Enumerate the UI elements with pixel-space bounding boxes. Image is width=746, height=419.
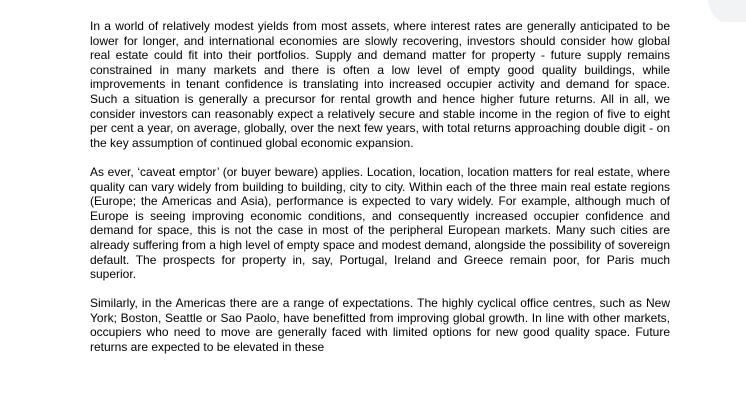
paragraph-americas: Similarly, in the Americas there are a range of expectations. The highly cyclical office centres, such as New York; Boston, Seattle or Sao Paolo, have benefitted from improving global growth. In line with other markets, occupiers who need to move are generally faced with limited options for new good quality space. Future returns are expected to be elevated in these — [90, 296, 670, 355]
paragraph-caveat-emptor: As ever, ‘caveat emptor’ (or buyer beware) applies. Location, location, location matters for real estate, where quality can vary widely from building to building, city to city. Within each of the three main real estate regions (Europe; the Americas and Asia), performance is expected to vary widely. For example, although much of Europe is seeing improving economic conditions, and consequently increased occupier confidence and demand for space, this is not the case in most of the peripheral European markets. Many such cities are already suffering from a high level of empty space and modest demand, alongside the possibility of sovereign default. The prospects for property in, say, Portugal, Ireland and Greece remain poor, for Paris much superior. — [90, 164, 670, 282]
corner-decoration — [706, 0, 746, 22]
document-body — [90, 19, 670, 369]
paragraph-global-real-estate: In a world of relatively modest yields from most assets, where interest rates are generally anticipated to be lower for longer, and international economies are slowly recovering, investors should consider how global real estate could fit into their portfolios. Supply and demand matter for property - future supply remains constrained in many markets and there is often a low level of empty good quality buildings, while improvements in tenant confidence is translating into increased occupier activity and demand for space. Such a situation is generally a precursor for rental growth and hence higher future returns. All in all, we consider investors can reasonably expect a relatively secure and stable income in the region of five to eight per cent a year, on average, globally, over the next few years, with total returns approaching double digit - on the key assumption of continued global economic expansion. — [90, 19, 670, 150]
